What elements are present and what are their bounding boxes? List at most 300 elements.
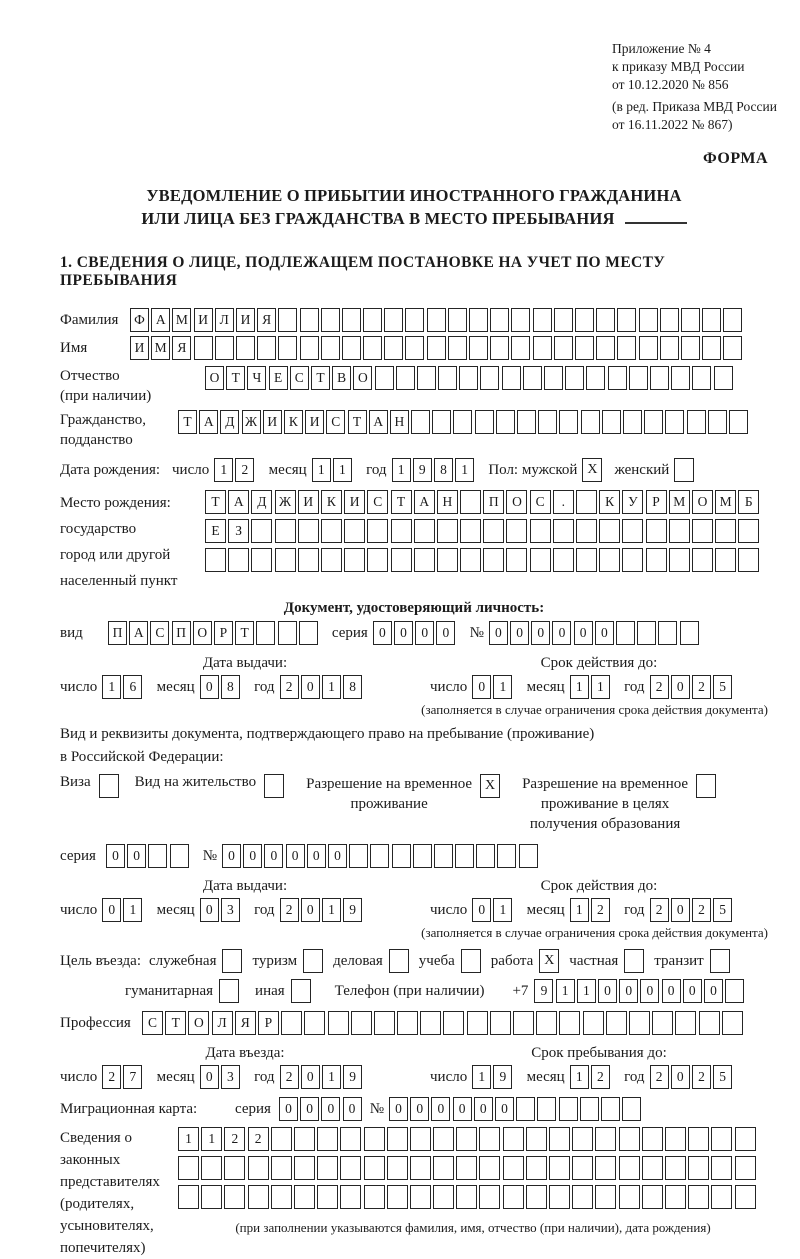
char-cell[interactable]: 2 [591, 1065, 610, 1089]
char-cell[interactable] [340, 1185, 361, 1209]
char-cell[interactable]: 1 [333, 458, 352, 482]
char-cell[interactable] [469, 308, 488, 332]
char-cell[interactable]: 0 [222, 844, 241, 868]
char-cell[interactable] [215, 336, 234, 360]
char-cell[interactable] [702, 336, 721, 360]
char-cell[interactable]: 1 [322, 898, 341, 922]
char-cell[interactable] [596, 308, 615, 332]
char-cell[interactable] [396, 366, 415, 390]
char-cell[interactable]: 0 [307, 844, 326, 868]
char-cell[interactable] [711, 1156, 732, 1180]
char-cell[interactable]: 9 [493, 1065, 512, 1089]
char-cell[interactable] [735, 1127, 756, 1151]
char-cell[interactable] [722, 1011, 743, 1035]
char-cell[interactable]: С [290, 366, 309, 390]
char-cell[interactable] [340, 1127, 361, 1151]
char-cell[interactable]: 0 [127, 844, 146, 868]
char-cell[interactable]: 1 [577, 979, 596, 1003]
char-cell[interactable] [519, 844, 538, 868]
char-cell[interactable] [224, 1156, 245, 1180]
char-cell[interactable] [298, 519, 319, 543]
char-cell[interactable]: 0 [301, 1065, 320, 1089]
char-cell[interactable]: И [263, 410, 282, 434]
char-cell[interactable] [248, 1185, 269, 1209]
char-cell[interactable] [642, 1156, 663, 1180]
char-cell[interactable]: 0 [671, 898, 690, 922]
char-cell[interactable]: О [506, 490, 527, 514]
char-cell[interactable] [317, 1185, 338, 1209]
char-cell[interactable] [387, 1156, 408, 1180]
char-cell[interactable] [275, 548, 296, 572]
char-cell[interactable] [479, 1156, 500, 1180]
char-cell[interactable] [384, 336, 403, 360]
char-cell[interactable]: П [483, 490, 504, 514]
char-cell[interactable]: 9 [413, 458, 432, 482]
char-cell[interactable] [437, 548, 458, 572]
char-cell[interactable] [427, 308, 446, 332]
char-cell[interactable] [300, 308, 319, 332]
checkbox-private[interactable] [624, 949, 644, 973]
char-cell[interactable] [201, 1185, 222, 1209]
char-cell[interactable]: 2 [692, 1065, 711, 1089]
char-cell[interactable] [669, 519, 690, 543]
char-cell[interactable] [699, 1011, 720, 1035]
char-cell[interactable]: К [321, 490, 342, 514]
char-cell[interactable]: 0 [321, 1097, 340, 1121]
char-cell[interactable] [608, 366, 627, 390]
char-cell[interactable] [675, 1011, 696, 1035]
char-cell[interactable] [554, 308, 573, 332]
char-cell[interactable] [205, 548, 226, 572]
char-cell[interactable] [251, 548, 272, 572]
char-cell[interactable]: 1 [570, 675, 589, 699]
char-cell[interactable] [405, 308, 424, 332]
char-cell[interactable]: 0 [489, 621, 508, 645]
char-cell[interactable] [304, 1011, 325, 1035]
char-cell[interactable]: 2 [280, 1065, 299, 1089]
char-cell[interactable] [595, 1185, 616, 1209]
char-cell[interactable] [572, 1185, 593, 1209]
char-cell[interactable] [384, 308, 403, 332]
char-cell[interactable]: О [188, 1011, 209, 1035]
char-cell[interactable] [321, 336, 340, 360]
char-cell[interactable] [438, 366, 457, 390]
char-cell[interactable] [194, 336, 213, 360]
char-cell[interactable]: 1 [322, 675, 341, 699]
char-cell[interactable]: Т [226, 366, 245, 390]
char-cell[interactable]: 8 [221, 675, 240, 699]
char-cell[interactable] [623, 410, 642, 434]
char-cell[interactable] [251, 519, 272, 543]
char-cell[interactable]: С [530, 490, 551, 514]
char-cell[interactable] [364, 1156, 385, 1180]
char-cell[interactable]: 2 [248, 1127, 269, 1151]
char-cell[interactable] [553, 519, 574, 543]
char-cell[interactable] [622, 519, 643, 543]
char-cell[interactable] [692, 519, 713, 543]
char-cell[interactable] [652, 1011, 673, 1035]
char-cell[interactable] [391, 548, 412, 572]
char-cell[interactable] [448, 308, 467, 332]
char-cell[interactable]: 5 [713, 1065, 732, 1089]
char-cell[interactable] [224, 1185, 245, 1209]
char-cell[interactable]: 1 [570, 898, 589, 922]
char-cell[interactable] [538, 410, 557, 434]
char-cell[interactable] [178, 1185, 199, 1209]
char-cell[interactable]: С [367, 490, 388, 514]
char-cell[interactable] [475, 410, 494, 434]
char-cell[interactable] [460, 548, 481, 572]
char-cell[interactable]: С [142, 1011, 163, 1035]
char-cell[interactable]: 0 [472, 675, 491, 699]
char-cell[interactable]: Н [437, 490, 458, 514]
char-cell[interactable]: 1 [556, 979, 575, 1003]
char-cell[interactable] [294, 1156, 315, 1180]
char-cell[interactable]: В [332, 366, 351, 390]
char-cell[interactable] [533, 308, 552, 332]
char-cell[interactable] [271, 1185, 292, 1209]
char-cell[interactable] [681, 308, 700, 332]
char-cell[interactable]: 0 [106, 844, 125, 868]
char-cell[interactable]: 2 [235, 458, 254, 482]
char-cell[interactable] [410, 1156, 431, 1180]
char-cell[interactable]: 1 [493, 898, 512, 922]
char-cell[interactable]: . [553, 490, 574, 514]
char-cell[interactable]: 0 [671, 675, 690, 699]
char-cell[interactable] [622, 548, 643, 572]
char-cell[interactable]: 0 [300, 1097, 319, 1121]
char-cell[interactable] [257, 336, 276, 360]
char-cell[interactable] [665, 410, 684, 434]
char-cell[interactable] [715, 519, 736, 543]
char-cell[interactable] [201, 1156, 222, 1180]
char-cell[interactable] [367, 519, 388, 543]
char-cell[interactable] [340, 1156, 361, 1180]
char-cell[interactable]: 0 [683, 979, 702, 1003]
char-cell[interactable] [480, 366, 499, 390]
char-cell[interactable] [364, 1185, 385, 1209]
char-cell[interactable] [490, 308, 509, 332]
char-cell[interactable] [344, 519, 365, 543]
char-cell[interactable] [455, 844, 474, 868]
char-cell[interactable] [533, 336, 552, 360]
char-cell[interactable] [414, 519, 435, 543]
char-cell[interactable] [575, 308, 594, 332]
char-cell[interactable]: 0 [415, 621, 434, 645]
char-cell[interactable]: 0 [619, 979, 638, 1003]
char-cell[interactable]: 0 [389, 1097, 408, 1121]
char-cell[interactable] [476, 844, 495, 868]
char-cell[interactable] [278, 621, 297, 645]
char-cell[interactable]: 0 [200, 898, 219, 922]
char-cell[interactable] [665, 1156, 686, 1180]
char-cell[interactable]: 0 [472, 898, 491, 922]
char-cell[interactable] [367, 548, 388, 572]
char-cell[interactable] [536, 1011, 557, 1035]
char-cell[interactable] [688, 1185, 709, 1209]
char-cell[interactable]: 3 [221, 1065, 240, 1089]
checkbox-rvp-education[interactable] [696, 774, 716, 798]
char-cell[interactable]: Д [220, 410, 239, 434]
char-cell[interactable] [448, 336, 467, 360]
char-cell[interactable] [660, 336, 679, 360]
char-cell[interactable]: Ж [242, 410, 261, 434]
char-cell[interactable] [650, 366, 669, 390]
char-cell[interactable] [725, 979, 744, 1003]
char-cell[interactable]: 1 [570, 1065, 589, 1089]
char-cell[interactable] [714, 366, 733, 390]
char-cell[interactable] [417, 366, 436, 390]
char-cell[interactable] [410, 1127, 431, 1151]
char-cell[interactable]: А [228, 490, 249, 514]
char-cell[interactable]: 0 [410, 1097, 429, 1121]
char-cell[interactable] [502, 366, 521, 390]
char-cell[interactable] [298, 548, 319, 572]
char-cell[interactable] [639, 308, 658, 332]
char-cell[interactable] [434, 844, 453, 868]
char-cell[interactable]: М [151, 336, 170, 360]
char-cell[interactable] [420, 1011, 441, 1035]
char-cell[interactable] [549, 1156, 570, 1180]
char-cell[interactable] [622, 1097, 641, 1121]
char-cell[interactable]: О [193, 621, 212, 645]
char-cell[interactable] [511, 308, 530, 332]
char-cell[interactable]: 0 [343, 1097, 362, 1121]
char-cell[interactable] [516, 1097, 535, 1121]
char-cell[interactable] [497, 844, 516, 868]
char-cell[interactable]: И [194, 308, 213, 332]
char-cell[interactable] [553, 548, 574, 572]
char-cell[interactable] [708, 410, 727, 434]
char-cell[interactable] [637, 621, 656, 645]
char-cell[interactable]: 0 [662, 979, 681, 1003]
char-cell[interactable]: Ч [247, 366, 266, 390]
char-cell[interactable]: 0 [595, 621, 614, 645]
char-cell[interactable]: Т [205, 490, 226, 514]
char-cell[interactable] [228, 548, 249, 572]
char-cell[interactable]: 0 [453, 1097, 472, 1121]
char-cell[interactable]: 0 [598, 979, 617, 1003]
char-cell[interactable] [660, 308, 679, 332]
char-cell[interactable] [503, 1156, 524, 1180]
char-cell[interactable]: Т [391, 490, 412, 514]
char-cell[interactable]: 0 [243, 844, 262, 868]
char-cell[interactable] [576, 548, 597, 572]
char-cell[interactable]: 1 [591, 675, 610, 699]
char-cell[interactable] [391, 519, 412, 543]
char-cell[interactable]: Р [646, 490, 667, 514]
char-cell[interactable] [281, 1011, 302, 1035]
char-cell[interactable] [363, 308, 382, 332]
char-cell[interactable]: Т [235, 621, 254, 645]
char-cell[interactable]: 0 [510, 621, 529, 645]
char-cell[interactable] [456, 1156, 477, 1180]
char-cell[interactable]: Б [738, 490, 759, 514]
char-cell[interactable]: 0 [495, 1097, 514, 1121]
char-cell[interactable] [723, 308, 742, 332]
char-cell[interactable] [479, 1185, 500, 1209]
char-cell[interactable] [735, 1156, 756, 1180]
checkbox-residence-permit[interactable] [264, 774, 284, 798]
checkbox-official[interactable] [222, 949, 242, 973]
char-cell[interactable] [729, 410, 748, 434]
char-cell[interactable]: М [715, 490, 736, 514]
char-cell[interactable] [559, 1011, 580, 1035]
char-cell[interactable] [294, 1127, 315, 1151]
char-cell[interactable] [646, 519, 667, 543]
char-cell[interactable] [738, 548, 759, 572]
char-cell[interactable]: 0 [102, 898, 121, 922]
char-cell[interactable]: 1 [123, 898, 142, 922]
char-cell[interactable] [271, 1127, 292, 1151]
char-cell[interactable] [405, 336, 424, 360]
char-cell[interactable]: 5 [713, 898, 732, 922]
char-cell[interactable]: 8 [434, 458, 453, 482]
char-cell[interactable]: 1 [392, 458, 411, 482]
char-cell[interactable]: Н [390, 410, 409, 434]
char-cell[interactable]: Р [258, 1011, 279, 1035]
char-cell[interactable] [629, 366, 648, 390]
char-cell[interactable]: 0 [640, 979, 659, 1003]
char-cell[interactable]: 0 [301, 675, 320, 699]
char-cell[interactable] [328, 1011, 349, 1035]
char-cell[interactable]: К [599, 490, 620, 514]
char-cell[interactable] [602, 410, 621, 434]
checkbox-male[interactable]: X [582, 458, 602, 482]
char-cell[interactable]: 7 [123, 1065, 142, 1089]
char-cell[interactable] [397, 1011, 418, 1035]
char-cell[interactable] [576, 519, 597, 543]
char-cell[interactable]: К [284, 410, 303, 434]
char-cell[interactable] [526, 1156, 547, 1180]
char-cell[interactable] [317, 1156, 338, 1180]
char-cell[interactable] [572, 1127, 593, 1151]
char-cell[interactable] [644, 410, 663, 434]
char-cell[interactable] [300, 336, 319, 360]
char-cell[interactable]: А [414, 490, 435, 514]
char-cell[interactable] [692, 366, 711, 390]
char-cell[interactable] [414, 548, 435, 572]
char-cell[interactable] [735, 1185, 756, 1209]
char-cell[interactable]: Л [212, 1011, 233, 1035]
char-cell[interactable] [576, 490, 597, 514]
char-cell[interactable] [599, 548, 620, 572]
char-cell[interactable] [619, 1127, 640, 1151]
char-cell[interactable] [601, 1097, 620, 1121]
char-cell[interactable] [433, 1185, 454, 1209]
char-cell[interactable]: Р [214, 621, 233, 645]
char-cell[interactable]: Я [257, 308, 276, 332]
char-cell[interactable]: И [344, 490, 365, 514]
char-cell[interactable] [437, 519, 458, 543]
char-cell[interactable] [460, 490, 481, 514]
char-cell[interactable] [595, 1156, 616, 1180]
char-cell[interactable]: Т [165, 1011, 186, 1035]
char-cell[interactable] [687, 410, 706, 434]
char-cell[interactable] [433, 1127, 454, 1151]
checkbox-visa[interactable] [99, 774, 119, 798]
char-cell[interactable]: 0 [200, 1065, 219, 1089]
char-cell[interactable]: Т [311, 366, 330, 390]
char-cell[interactable] [530, 519, 551, 543]
char-cell[interactable]: Т [348, 410, 367, 434]
char-cell[interactable] [517, 410, 536, 434]
char-cell[interactable] [506, 519, 527, 543]
char-cell[interactable] [565, 366, 584, 390]
char-cell[interactable]: 2 [650, 898, 669, 922]
char-cell[interactable] [271, 1156, 292, 1180]
checkbox-tourism[interactable] [303, 949, 323, 973]
char-cell[interactable]: И [130, 336, 149, 360]
char-cell[interactable] [715, 548, 736, 572]
checkbox-humanitarian[interactable] [219, 979, 239, 1003]
char-cell[interactable] [671, 366, 690, 390]
char-cell[interactable]: 0 [431, 1097, 450, 1121]
char-cell[interactable] [606, 1011, 627, 1035]
char-cell[interactable]: 0 [671, 1065, 690, 1089]
char-cell[interactable] [688, 1156, 709, 1180]
char-cell[interactable] [299, 621, 318, 645]
char-cell[interactable] [344, 548, 365, 572]
char-cell[interactable]: Л [215, 308, 234, 332]
char-cell[interactable]: 2 [692, 898, 711, 922]
char-cell[interactable]: 9 [343, 898, 362, 922]
char-cell[interactable] [363, 336, 382, 360]
char-cell[interactable]: П [172, 621, 191, 645]
char-cell[interactable] [681, 336, 700, 360]
char-cell[interactable] [467, 1011, 488, 1035]
char-cell[interactable] [456, 1185, 477, 1209]
char-cell[interactable] [496, 410, 515, 434]
char-cell[interactable] [275, 519, 296, 543]
char-cell[interactable] [432, 410, 451, 434]
char-cell[interactable] [595, 1127, 616, 1151]
char-cell[interactable] [513, 1011, 534, 1035]
char-cell[interactable] [321, 519, 342, 543]
char-cell[interactable]: 0 [286, 844, 305, 868]
char-cell[interactable]: Д [251, 490, 272, 514]
char-cell[interactable]: 5 [713, 675, 732, 699]
char-cell[interactable] [483, 519, 504, 543]
char-cell[interactable]: 0 [474, 1097, 493, 1121]
char-cell[interactable] [639, 336, 658, 360]
checkbox-transit[interactable] [710, 949, 730, 973]
char-cell[interactable]: 2 [591, 898, 610, 922]
char-cell[interactable] [688, 1127, 709, 1151]
char-cell[interactable] [526, 1127, 547, 1151]
char-cell[interactable]: П [108, 621, 127, 645]
char-cell[interactable] [278, 308, 297, 332]
char-cell[interactable]: О [692, 490, 713, 514]
char-cell[interactable]: 2 [692, 675, 711, 699]
char-cell[interactable] [392, 844, 411, 868]
char-cell[interactable] [375, 366, 394, 390]
char-cell[interactable] [723, 336, 742, 360]
char-cell[interactable]: М [669, 490, 690, 514]
checkbox-business[interactable] [389, 949, 409, 973]
char-cell[interactable] [321, 308, 340, 332]
char-cell[interactable] [294, 1185, 315, 1209]
char-cell[interactable] [619, 1185, 640, 1209]
char-cell[interactable] [256, 621, 275, 645]
char-cell[interactable] [433, 1156, 454, 1180]
char-cell[interactable] [523, 366, 542, 390]
char-cell[interactable]: И [305, 410, 324, 434]
char-cell[interactable]: 1 [312, 458, 331, 482]
char-cell[interactable]: А [151, 308, 170, 332]
char-cell[interactable] [483, 548, 504, 572]
char-cell[interactable] [617, 336, 636, 360]
